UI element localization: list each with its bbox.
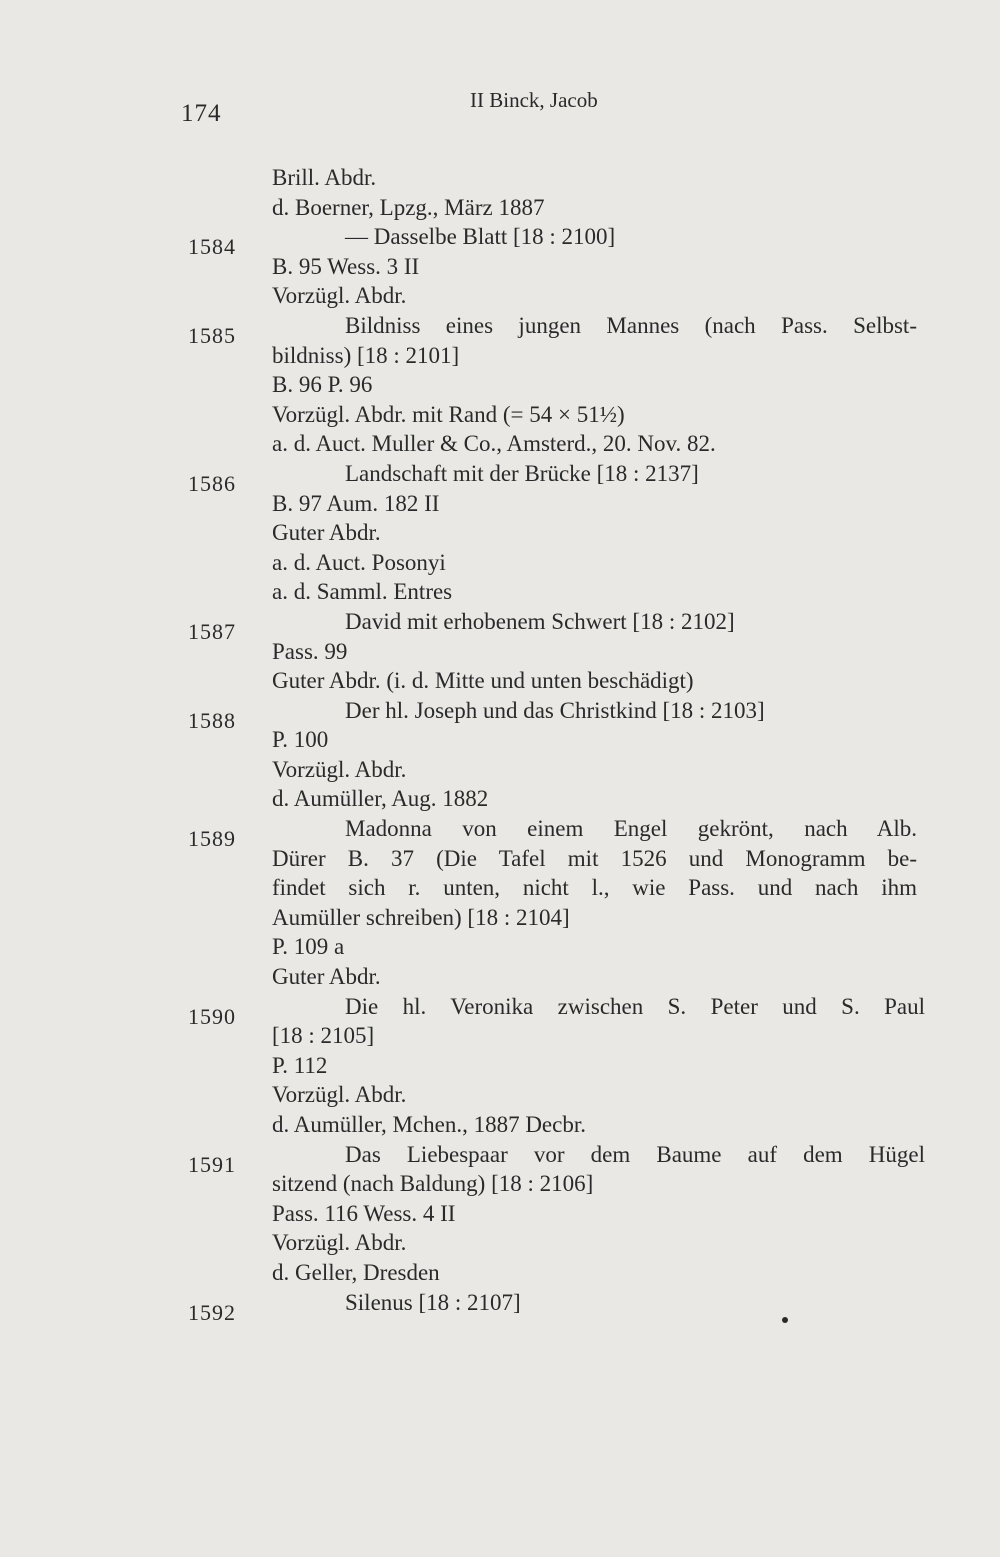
entry-text: Pass. 99	[272, 638, 348, 664]
entry-title: David mit erhobenem Schwert [18 : 2102]	[345, 608, 735, 634]
entry-line	[0, 903, 1000, 933]
entry-line	[0, 1110, 1000, 1140]
entry-line	[0, 341, 1000, 371]
entry-text: d. Geller, Dresden	[272, 1259, 440, 1285]
entry-number: 1588	[188, 707, 236, 733]
entry-text: a. d. Samml. Entres	[272, 579, 453, 605]
entry-line	[0, 1051, 1000, 1081]
entry-text: d. Aumüller, Mchen., 1887 Decbr.	[272, 1112, 586, 1137]
entry-line	[0, 1258, 1000, 1288]
catalog-entries	[0, 163, 1000, 1325]
entry-text: Vorzügl. Abdr.	[272, 756, 407, 782]
entry-line	[0, 873, 1000, 903]
entry-line	[0, 1140, 1000, 1177]
entry-title: Landschaft mit der Brücke [18 : 2137]	[345, 460, 699, 486]
entry-line	[0, 1288, 1000, 1325]
entry-text: [18 : 2105]	[272, 1023, 375, 1049]
entry-number: 1587	[188, 618, 236, 644]
entry-title: Das Liebespaar vor dem Baume auf dem Hügel	[345, 1141, 925, 1167]
entry-title: Silenus [18 : 2107]	[345, 1289, 521, 1315]
entry-title: — Dasselbe Blatt [18 : 2100]	[345, 224, 616, 250]
running-head	[0, 88, 1000, 128]
entry-line	[0, 844, 1000, 874]
entry-text: d. Boerner, Lpzg., März 1887	[272, 194, 545, 220]
entry-text: Vorzügl. Abdr.	[272, 1230, 407, 1256]
entry-line	[0, 400, 1000, 430]
entry-line	[0, 1169, 1000, 1199]
entry-line	[0, 932, 1000, 962]
entry-line	[0, 1199, 1000, 1229]
entry-line	[0, 163, 1000, 193]
entry-line	[0, 1021, 1000, 1051]
entry-line	[0, 193, 1000, 223]
entry-text: bildniss) [18 : 2101]	[272, 342, 460, 368]
entry-number: 1586	[188, 470, 236, 496]
entry-number: 1592	[188, 1299, 236, 1325]
entry-text: Vorzügl. Abdr.	[272, 1082, 407, 1108]
entry-text: a. d. Auct. Posonyi	[272, 549, 446, 575]
entry-line	[0, 1228, 1000, 1258]
running-title: II Binck, Jacob	[470, 88, 598, 112]
entry-number: 1591	[188, 1151, 236, 1177]
entry-number: 1589	[188, 826, 236, 852]
entry-text: P. 109 a	[272, 934, 345, 960]
entry-number: 1584	[188, 234, 236, 260]
entry-line	[0, 637, 1000, 667]
entry-text: findet sich r. unten, nicht l., wie Pass. und nach ihm	[272, 875, 917, 901]
entry-title: Die hl. Veronika zwischen S. Peter und S. Paul	[345, 993, 925, 1019]
entry-text: d. Aumüller, Aug. 1882	[272, 786, 489, 812]
entry-line	[0, 962, 1000, 992]
entry-line	[0, 489, 1000, 519]
entry-text: Guter Abdr.	[272, 964, 381, 990]
entry-text: B. 97 Aum. 182 II	[272, 490, 440, 516]
entry-title: Bildniss eines jungen Mannes (nach Pass. Selbst-	[345, 312, 917, 338]
entry-title: Der hl. Joseph und das Christkind [18 : 2103]	[345, 697, 765, 723]
entry-text: Aumüller schreiben) [18 : 2104]	[272, 904, 570, 930]
entry-line	[0, 577, 1000, 607]
entry-text: Vorzügl. Abdr. mit Rand (= 54 × 51½)	[272, 401, 625, 427]
entry-number: 1585	[188, 322, 236, 348]
entry-line	[0, 429, 1000, 459]
entry-text: Guter Abdr. (i. d. Mitte und unten beschädigt)	[272, 668, 694, 694]
entry-line	[0, 755, 1000, 785]
entry-text: Brill. Abdr.	[272, 165, 377, 190]
entry-text: sitzend (nach Baldung) [18 : 2106]	[272, 1171, 594, 1197]
entry-line	[0, 992, 1000, 1029]
entry-title: Madonna von einem Engel gekrönt, nach Alb.	[345, 816, 917, 842]
entry-text: a. d. Auct. Muller & Co., Amsterd., 20. Nov. 82.	[272, 431, 716, 457]
entry-text: Guter Abdr.	[272, 520, 381, 546]
entry-line	[0, 1080, 1000, 1110]
entry-text: Dürer B. 37 (Die Tafel mit 1526 und Monogramm be-	[272, 845, 917, 871]
entry-line	[0, 607, 1000, 644]
entry-line	[0, 666, 1000, 696]
page-number: 174	[181, 100, 222, 127]
entry-line	[0, 222, 1000, 260]
entry-text: B. 95 Wess. 3 II	[272, 253, 420, 279]
entry-line	[0, 814, 1000, 852]
entry-line	[0, 784, 1000, 814]
entry-line	[0, 725, 1000, 755]
entry-text: P. 112	[272, 1052, 328, 1078]
ink-dot	[782, 1317, 788, 1323]
entry-line	[0, 311, 1000, 348]
entry-line	[0, 281, 1000, 311]
entry-text: B. 96 P. 96	[272, 372, 373, 398]
entry-line	[0, 370, 1000, 400]
entry-line	[0, 696, 1000, 733]
entry-line	[0, 459, 1000, 496]
entry-line	[0, 518, 1000, 548]
entry-line	[0, 252, 1000, 282]
entry-text: P. 100	[272, 727, 329, 753]
entry-number: 1590	[188, 1003, 236, 1029]
entry-text: Pass. 116 Wess. 4 II	[272, 1200, 456, 1226]
entry-text: Vorzügl. Abdr.	[272, 283, 407, 309]
entry-line	[0, 548, 1000, 578]
